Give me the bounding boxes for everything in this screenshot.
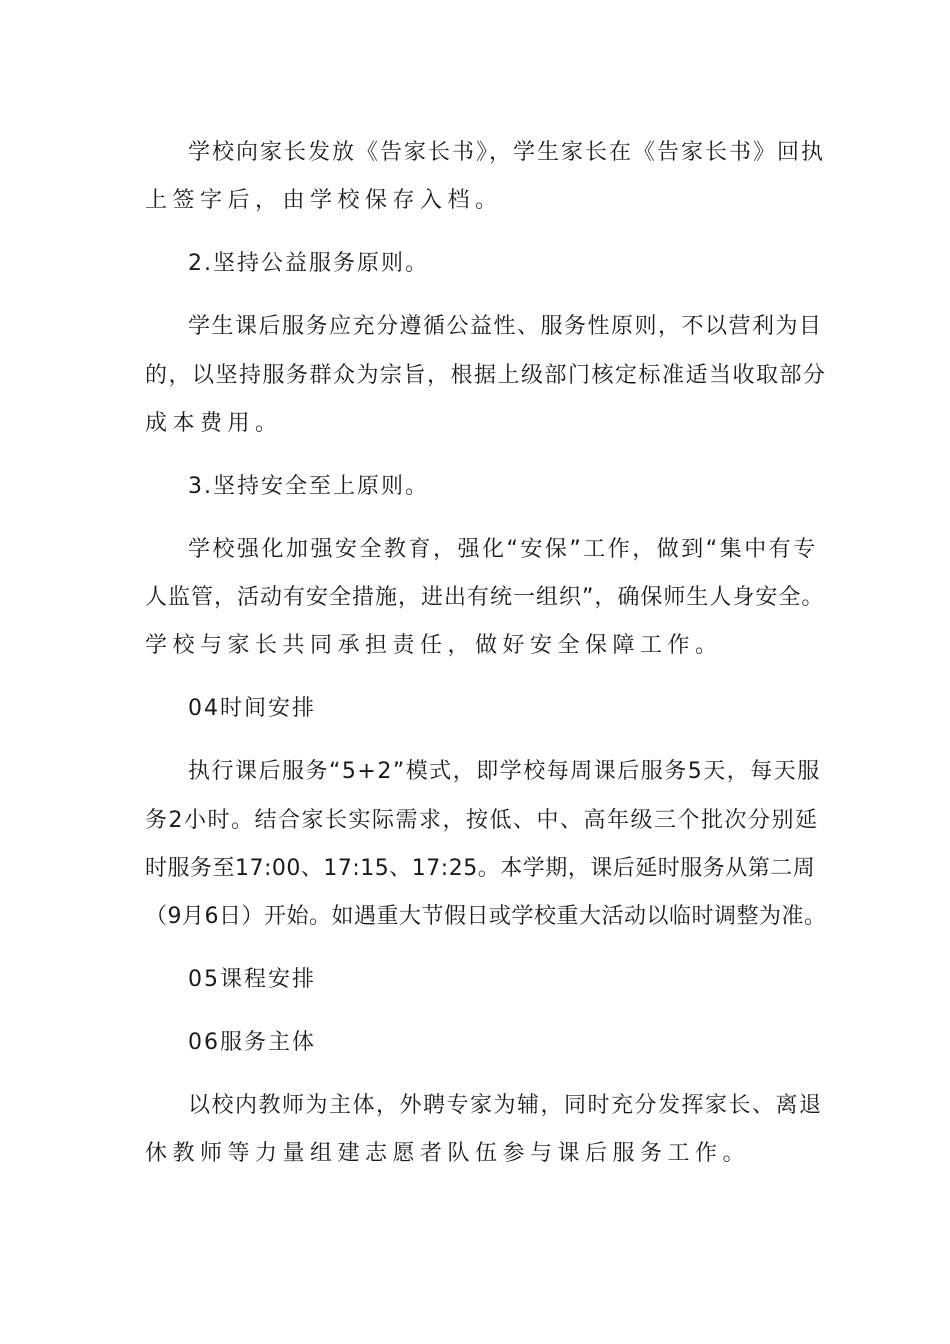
paragraph-line: （9月6日）开始。如遇重大节假日或学校重大活动以临时调整为准。 — [145, 904, 827, 929]
paragraph-line: 成本费用。 — [145, 411, 283, 436]
section-heading: 3.坚持安全至上原则。 — [188, 474, 429, 499]
section-heading: 2.坚持公益服务原则。 — [188, 251, 429, 276]
paragraph-line: 上签字后，由学校保存入档。 — [145, 188, 503, 213]
paragraph-line: 学校向家长发放《告家长书》，学生家长在《告家长书》回执 — [188, 140, 826, 165]
paragraph-line: 休教师等力量组建志愿者队伍参与课后服务工作。 — [145, 1141, 751, 1166]
paragraph-line: 时服务至17:00、17:15、17:25。本学期，课后延时服务从第二周 — [145, 856, 816, 881]
paragraph-line: 学校与家长共同承担责任，做好安全保障工作。 — [145, 633, 723, 658]
paragraph-line: 人监管，活动有安全措施，进出有统一组织”，确保师生人身安全。 — [145, 585, 825, 610]
paragraph-line: 务2小时。结合家长实际需求，按低、中、高年级三个批次分别延 — [145, 808, 819, 833]
section-heading: 06服务主体 — [188, 1030, 316, 1055]
paragraph-line: 以校内教师为主体，外聘专家为辅，同时充分发挥家长、离退 — [188, 1093, 823, 1118]
paragraph-line: 学校强化加强安全教育，强化“安保”工作，做到“集中有专 — [188, 537, 818, 562]
paragraph-line: 执行课后服务“5+2”模式，即学校每周课后服务5天，每天服 — [188, 759, 821, 784]
section-heading: 05课程安排 — [188, 967, 316, 992]
paragraph-line: 学生课后服务应充分遵循公益性、服务性原则，不以营利为目 — [188, 314, 823, 339]
section-heading: 04时间安排 — [188, 696, 316, 721]
paragraph-line: 的，以坚持服务群众为宗旨，根据上级部门核定标准适当收取部分 — [145, 363, 827, 388]
